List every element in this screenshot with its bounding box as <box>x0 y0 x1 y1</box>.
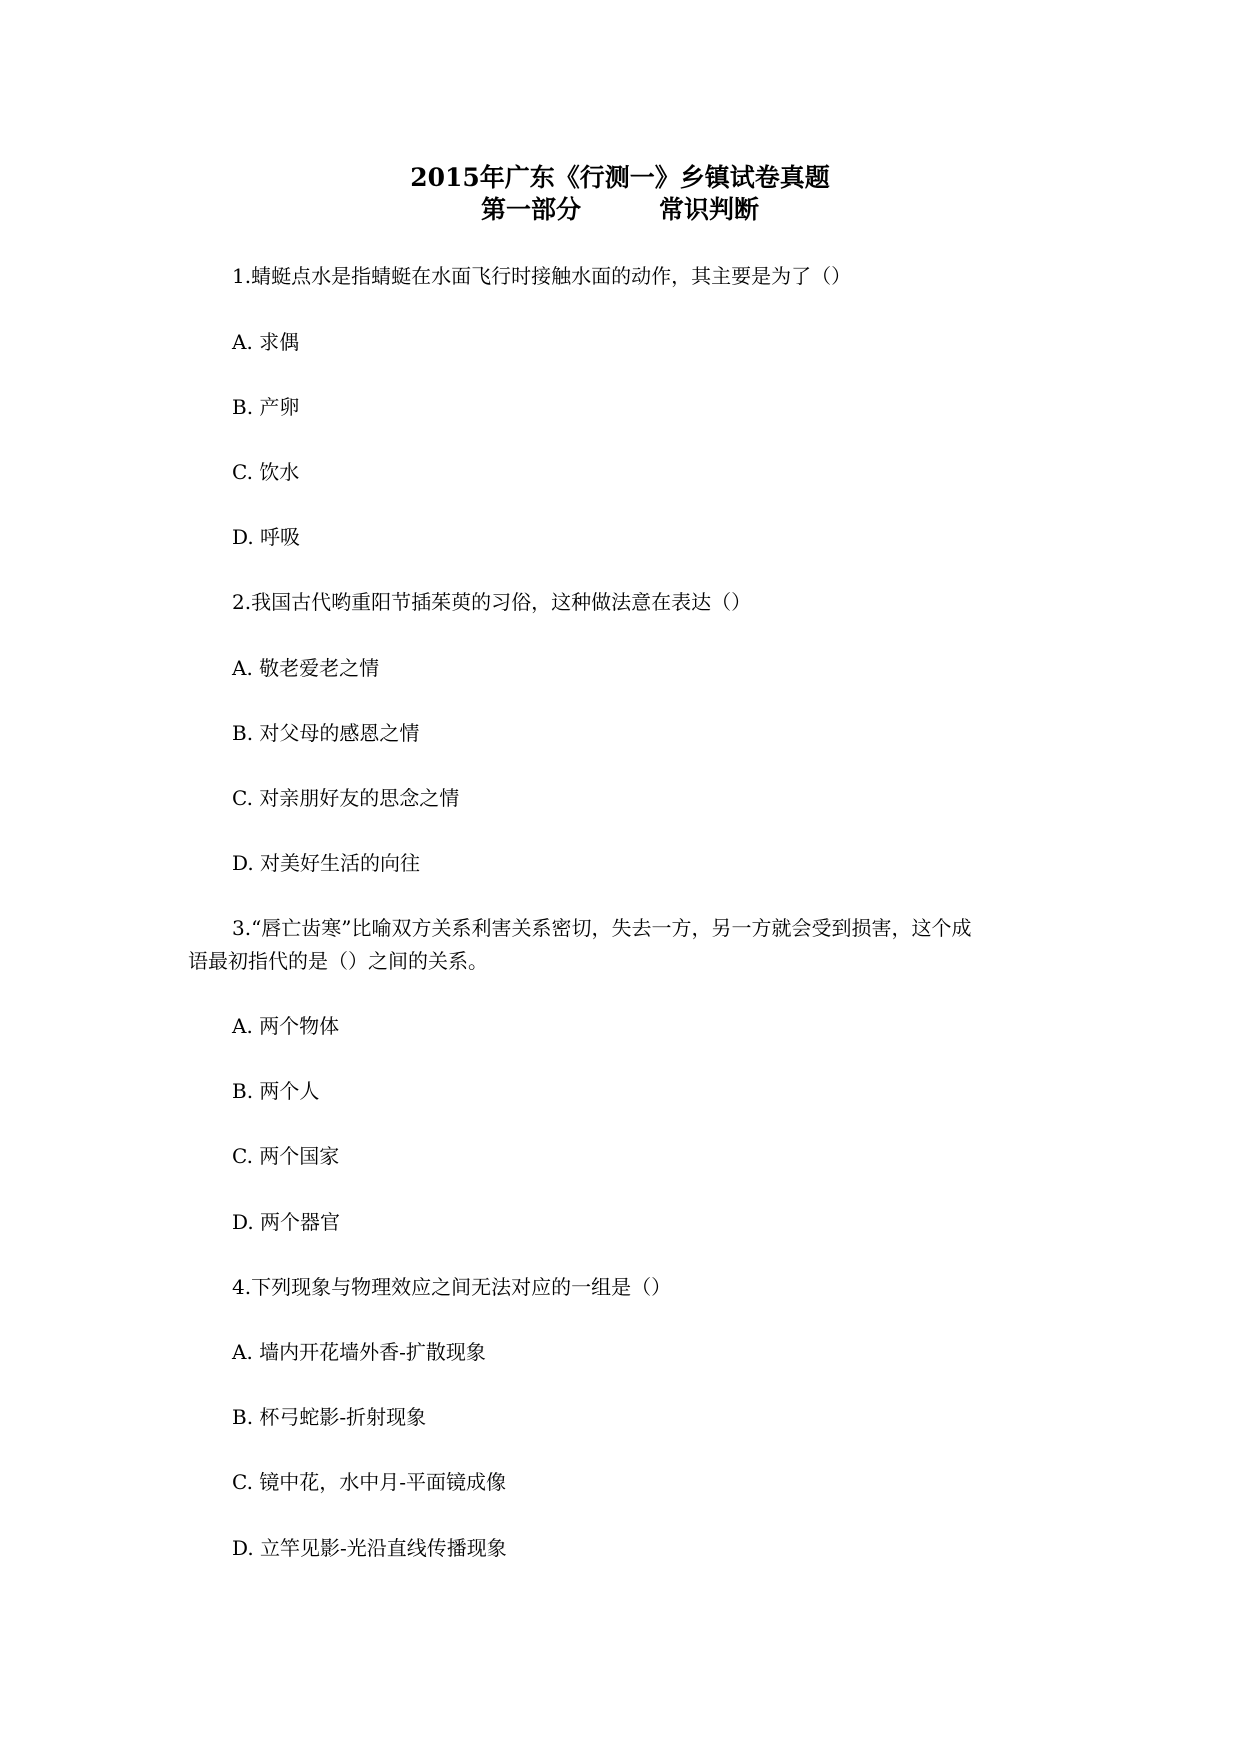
question-1-option-b: B. 产卵 <box>232 395 300 419</box>
question-1-option-d: D. 呼吸 <box>232 525 301 549</box>
question-3-option-c: C. 两个国家 <box>232 1144 340 1168</box>
question-4-option-c: C. 镜中花，水中月-平面镜成像 <box>232 1470 507 1494</box>
question-4-option-a: A. 墙内开花墙外香-扩散现象 <box>232 1340 486 1364</box>
question-1-option-a: A. 求偶 <box>232 330 300 354</box>
question-2-stem: 2.我国古代哟重阳节插茱萸的习俗，这种做法意在表达（） <box>232 590 752 614</box>
question-2-option-c: C. 对亲朋好友的思念之情 <box>232 786 460 810</box>
question-4-option-d: D. 立竿见影-光沿直线传播现象 <box>232 1536 507 1560</box>
question-2-option-a: A. 敬老爱老之情 <box>232 656 380 680</box>
question-2-option-b: B. 对父母的感恩之情 <box>232 721 420 745</box>
section-name: 常识判断 <box>659 195 760 224</box>
question-4-stem: 4.下列现象与物理效应之间无法对应的一组是（） <box>232 1275 672 1299</box>
question-3-stem-continued: 语最初指代的是（）之间的关系。 <box>188 949 488 973</box>
question-2-option-d: D. 对美好生活的向往 <box>232 851 421 875</box>
question-3-stem: 3.“唇亡齿寒”比喻双方关系利害关系密切，失去一方，另一方就会受到损害，这个成 <box>232 916 972 940</box>
question-1-option-c: C. 饮水 <box>232 460 300 484</box>
document-title: 2015年广东《行测一》乡镇试卷真题 <box>410 163 830 192</box>
question-3-option-d: D. 两个器官 <box>232 1210 341 1234</box>
section-part: 第一部分 <box>480 195 581 224</box>
question-3-option-b: B. 两个人 <box>232 1079 320 1103</box>
question-4-option-b: B. 杯弓蛇影-折射现象 <box>232 1405 427 1429</box>
question-1-stem: 1.蜻蜓点水是指蜻蜓在水面飞行时接触水面的动作，其主要是为了（） <box>232 264 852 288</box>
question-3-option-a: A. 两个物体 <box>232 1014 340 1038</box>
section-heading <box>0 194 1240 226</box>
